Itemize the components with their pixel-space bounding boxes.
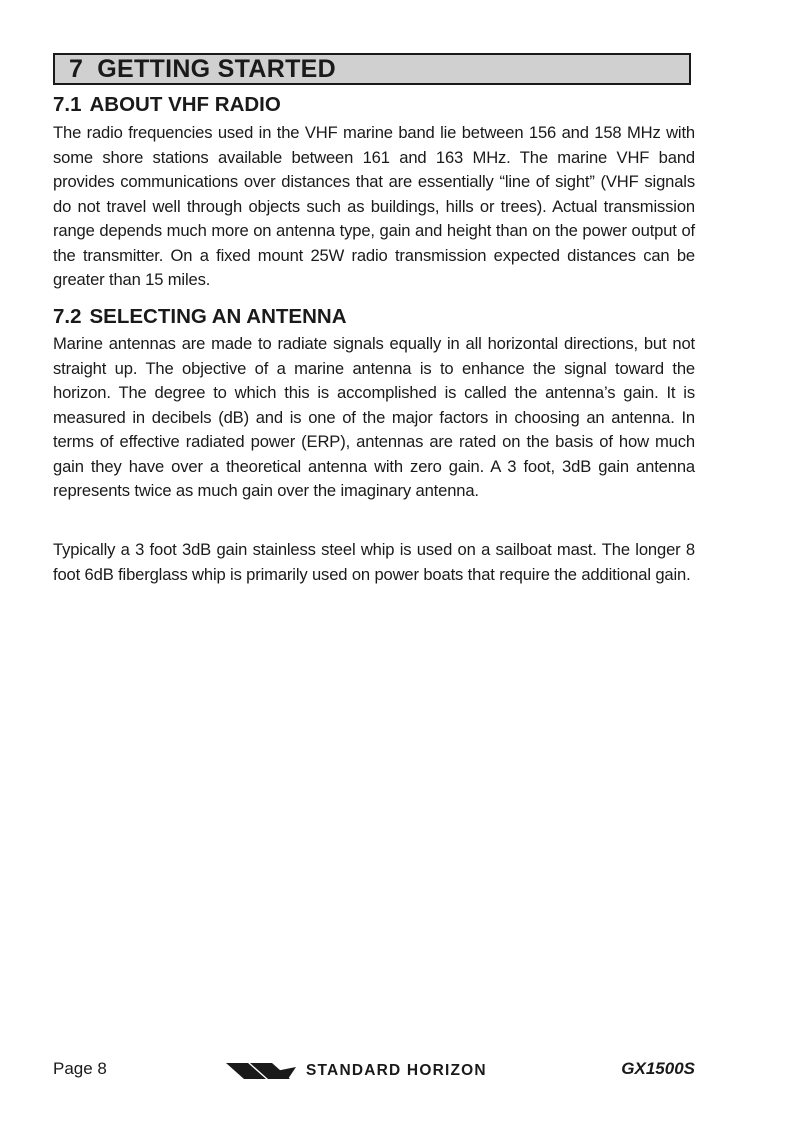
page-number: Page 8	[53, 1059, 107, 1078]
brand-logo	[226, 1061, 487, 1081]
section-title: ABOUT VHF RADIO	[89, 93, 281, 116]
section-heading-about-vhf	[53, 93, 281, 117]
paragraph-about-vhf: The radio frequencies used in the VHF marine band lie between 156 and 158 MHz with some shore stations available between 161 and 163 MHz. The marine VHF band provides communications over distances that are essentially “line of sight” (VHF signals do not travel well through objects such as buildings, hills or trees). Actual transmission range depends much more on antenna type, gain and height than on the power output of the transmitter. On a fixed mount 25W radio transmission expected distances can be greater than 15 miles.	[53, 123, 695, 289]
section-title: SELECTING AN ANTENNA	[89, 305, 347, 328]
chapter-number: 7	[69, 54, 84, 83]
paragraph-antenna-types: Typically a 3 foot 3dB gain stainless steel whip is used on a sailboat mast. The longer 8 foot 6dB fiberglass whip is primarily used on power boats that require the additional gain.	[53, 540, 695, 584]
chapter-header	[53, 53, 691, 85]
standard-horizon-logo-icon	[226, 1061, 296, 1081]
section-number: 7.1	[53, 93, 82, 116]
section-heading-selecting-antenna	[53, 305, 347, 329]
section-number: 7.2	[53, 305, 82, 328]
paragraph-antenna-gain: Marine antennas are made to radiate signals equally in all horizontal directions, but not straight up. The objective of a marine antenna is to enhance the signal toward the horizon. The degree to which this is accomplished is called the antenna’s gain. It is measured in decibels (dB) and is one of the major factors in choosing an antenna. In terms of effective radiated power (ERP), antennas are rated on the basis of how much gain they have over a theoretical antenna with zero gain. A 3 foot, 3dB gain antenna represents twice as much gain over the imaginary antenna.	[53, 334, 695, 500]
chapter-title: GETTING STARTED	[97, 54, 336, 83]
model-number: GX1500S	[621, 1059, 695, 1078]
brand-name: STANDARD HORIZON	[306, 1062, 487, 1079]
